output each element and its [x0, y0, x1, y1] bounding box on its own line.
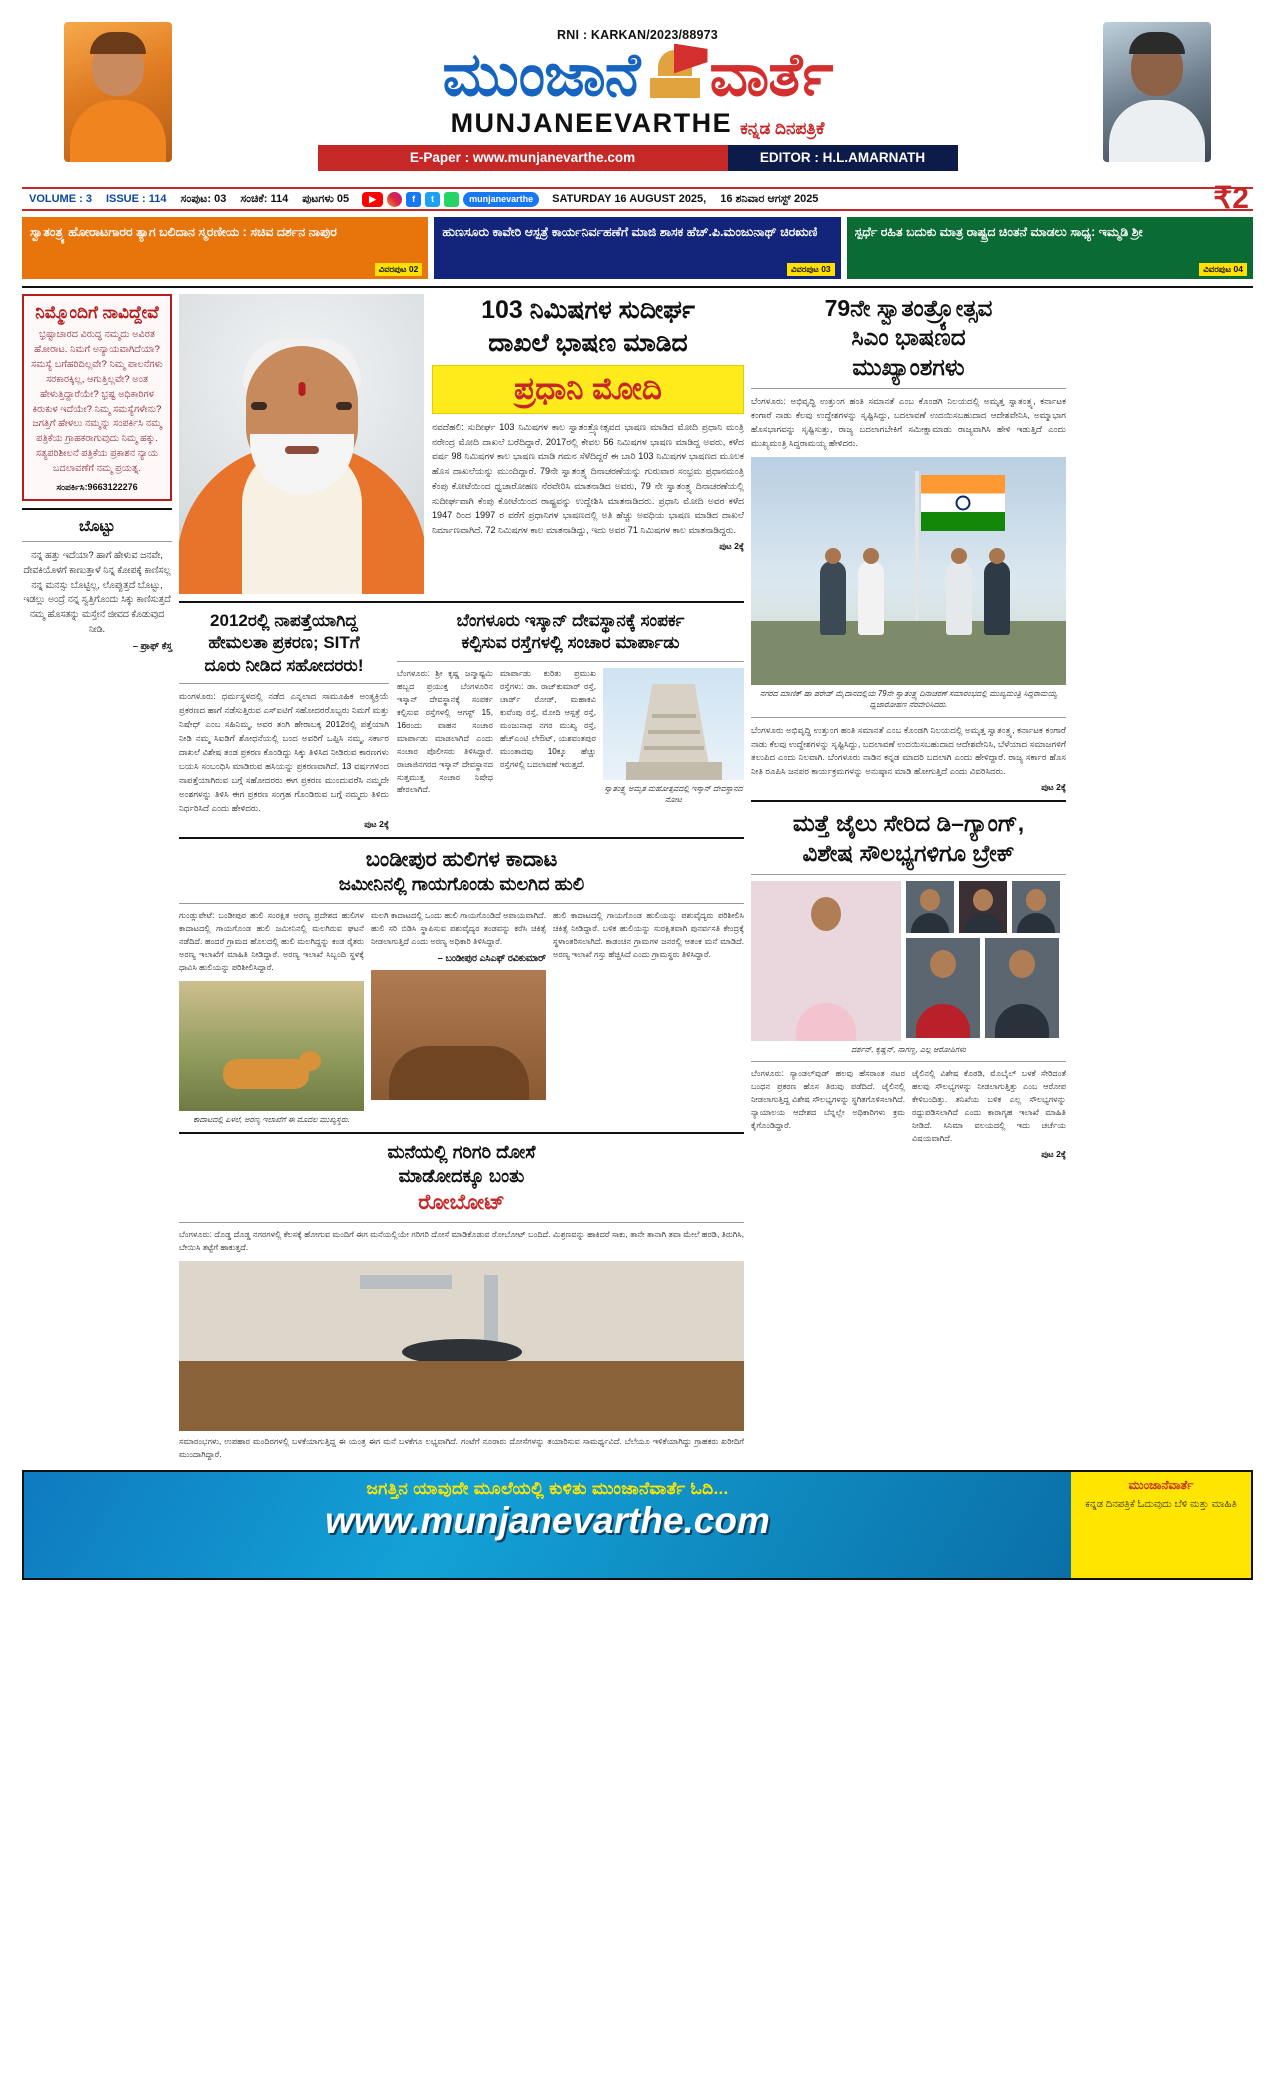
- lead-headline-line2: ದಾಖಲೆ ಭಾಷಣ ಮಾಡಿದ: [488, 328, 688, 357]
- iskcon-traffic-story: [397, 610, 744, 830]
- temple-photo-caption: ಸ್ವಾತಂತ್ರ್ಯ ಅಮೃತ ಮಹೋತ್ಸವದಲ್ಲಿ ಇಸ್ಕಾನ್ ದೇವಸ್ಥಾನದ ನೋಟ: [604, 783, 743, 805]
- dgang-story: [751, 809, 1066, 1160]
- teaser-text: ಸ್ವಾತಂತ್ರ್ಯ ಹೋರಾಟಗಾರರ ತ್ಯಾಗ ಬಲಿದಾನ ಸ್ಮರಣೀಯ : ಸಚಿವ ದರ್ಶನ ನಾಪುರ: [30, 225, 337, 239]
- hemalatha-continued-ref: ಪುಟ 2ಕ್ಕೆ: [364, 818, 389, 829]
- hemalatha-headline-1: 2012ರಲ್ಲಿ ನಾಪತ್ತೆಯಾಗಿದ್ದ: [210, 611, 358, 630]
- publisher-photo-left: [64, 22, 172, 162]
- footer-ad-url[interactable]: www.munjanevarthe.com: [325, 1500, 770, 1542]
- logo-english: MUNJANEEVARTHE: [450, 107, 733, 138]
- teaser-item[interactable]: [847, 217, 1253, 279]
- accused-photo: [906, 881, 954, 933]
- bandipur-headline-2: ಜಮೀನಿನಲ್ಲಿ ಗಾಯಗೊಂಡು ಮಲಗಿದ ಹುಲಿ: [338, 874, 585, 895]
- cover-price: ₹2: [1213, 182, 1249, 215]
- karnataka-emblem-icon: [644, 44, 706, 106]
- iskcon-body-col1: ಬೆಂಗಳೂರು: ಶ್ರೀ ಕೃಷ್ಣ ಜನ್ಮಾಷ್ಟಮಿ ಹಬ್ಬದ ಪ್ರಯುಕ್ತ ಬೆಂಗಳೂರಿನ ಇಸ್ಕಾನ್ ದೇವಸ್ಥಾನಕ್ಕೆ ಸಂಪರ್ಕ ಕಲ್ಪಿಸುವ ರಸ್ತೆಗಳಲ್ಲಿ ಆಗಸ್ಟ್ 15, 16ರಂದು ವಾಹನ ಸಂಚಾರ ಮಾರ್ಪಾಡು ಮಾಡಲಾಗಿದೆ ಎಂದು ಸಂಚಾರ ಪೊಲೀಸರು ತಿಳಿಸಿದ್ದಾರೆ. ರಾಜಾಜಿನಗರದ ಇಸ್ಕಾನ್ ದೇವಸ್ಥಾನದ ಸುತ್ತಮುತ್ತ ಸಂಚಾರ ನಿಷೇಧ ಹೇರಲಾಗಿದೆ.: [397, 668, 493, 795]
- dgang-body-col1: ಬೆಂಗಳೂರು: ಸ್ಯಾಂಡಲ್‌ವುಡ್ ಹಲವು ಹೆಸರಾಂತ ನಟರ ಬಂಧನ ಪ್ರಕರಣ ಹೊಸ ತಿರುವು ಪಡೆದಿದೆ. ಜೈಲಿನಲ್ಲಿ ನೀಡಲಾಗುತ್ತಿದ್ದ ವಿಶೇಷ ಸೌಲಭ್ಯಗಳನ್ನು ಸ್ಥಗಿತಗೊಳಿಸಲಾಗಿದೆ. ನ್ಯಾಯಾಲಯ ಆದೇಶದ ಬೆನ್ನಲ್ಲೇ ಅಧಿಕಾರಿಗಳು ಕ್ರಮ ಕೈಗೊಂಡಿದ್ದಾರೆ.: [751, 1069, 905, 1131]
- dgang-continued-ref: ಪುಟ 2ಕ್ಕೆ: [1041, 1149, 1066, 1160]
- bandipur-source: – ಬಂಡೀಪುರ ಎಸಿಎಫ್ ರವಿಕುಮಾರ್: [437, 952, 546, 963]
- accused-photo: [906, 938, 980, 1038]
- right-column: [751, 294, 1066, 1462]
- accused-photo-caption: ದರ್ಶನ್, ಕೃಷ್ಣನ್, ನಾಗಣ್ಣ, ಎಲ್ಲ ಆರೋಪಿಗಳು: [851, 1045, 966, 1055]
- tiger-photo-caption: ಕಾದಾಟದಲ್ಲಿ ಏಳಲೆ, ಅರಣ್ಯ ಇಲಾಖೆಗೆ ಈ ಮೊದಲ ಮುಖ್ಯಸ್ಥರು.: [193, 1114, 350, 1124]
- bandipur-headline-1: ಬಂಡೀಪುರ ಹುಲಿಗಳ ಕಾದಾಟ: [365, 847, 558, 871]
- instagram-icon[interactable]: [387, 192, 402, 207]
- robot-headline-1: ಮನೆಯಲ್ಲಿ ಗರಿಗರಿ ದೋಸೆ: [387, 1142, 536, 1163]
- teaser-text: ಸ್ಪರ್ಧೆ ರಹಿತ ಬದುಕು ಮಾತ್ರ ರಾಷ್ಟ್ರದ ಚಿಂತನೆ ಮಾಡಲು ಸಾಧ್ಯ: ಇಮ್ಮಡಿ ಶ್ರೀ: [854, 225, 1143, 239]
- epaper-bar: [318, 145, 958, 171]
- lead-story: [179, 294, 744, 594]
- facebook-icon[interactable]: f: [406, 192, 421, 207]
- footer-advertisement[interactable]: [22, 1470, 1253, 1580]
- footer-ad-side-body: ಕನ್ನಡ ದಿನಪತ್ರಿಕೆ ಓದುವುದು ಬೆಳಿ ಮತ್ತು ಮಾಹಿತಿ: [1085, 1499, 1237, 1511]
- lead-body-text: ನವದೆಹಲಿ: ಸುದೀರ್ಘ 103 ನಿಮಿಷಗಳ ಕಾಲ ಸ್ವಾತಂತ್ರ್ಯೋತ್ಸವದ ಭಾಷಣ ಮಾಡಿದ ಮೋದಿ ಪ್ರಧಾನಿ ಮಂತ್ರಿ ನರೇಂದ್ರ ಮೋದಿ ದಾಖಲೆ ಬರೆದಿದ್ದಾರೆ. 2017ರಲ್ಲಿ ಕೇವಲ 56 ನಿಮಿಷಗಳ ಭಾಷಣ ಮಾಡಿದ್ದ ಅವರು, ಕಳೆದ ವರ್ಷ 98 ನಿಮಿಷಗಳ ಕಾಲ ಭಾಷಣ ಮಾಡಿ ಗಮನ ಸೆಳೆದಿದ್ದರೆ ಈ ಬಾರಿ 103 ನಿಮಿಷಗಳ ಭಾಷಣದ ಮೂಲಕ ಹೊಸ ದಾಖಲೆಯನ್ನು ಮುಂದಿದ್ದಾರೆ. 79ನೇ ಸ್ವಾತಂತ್ರ್ಯ ದಿನಾಚರಣೆಯನ್ನು ಗುರುವಾರ ಸಂಭ್ರಮ ಪ್ರಧಾನಮಂತ್ರಿ ಕೆಂಪು ಕೋಟೆಯಿಂದ ಧ್ವಜಾರೋಹಣ ನೆರವೇರಿಸಿ ಮಾತನಾಡಿದ ಅವರು, 79 ನೇ ಸ್ವಾತಂತ್ರ್ಯ ದಿನಾಚರಣೆಯಲ್ಲಿ ಸುದೀರ್ಘವಾಗಿ ಕೆಂಪು ಕೋಟೆಯಿಂದ ರಾಷ್ಟ್ರವನ್ನು ಉದ್ದೇಶಿಸಿ ಮಾತನಾಡಿದರು. ಪ್ರಧಾನಿ ಮೋದಿ ಅವರ ಕಳೆದ 1947 ರಿಂದ 1997 ರ ವರೆಗೆ ಪ್ರಧಾನಿಗಳ ಭಾಷಣದಲ್ಲಿ ಅತಿ ಹೆಚ್ಚು ಅವಧಿಯ ಭಾಷಣ ಮಾಡಿದ ದಾಖಲೆ ನಿರ್ಮಾಣವಾಗಿದೆ. 72 ನಿಮಿಷಗಳ ಕಾಲ ಮಾತನಾಡಿದ್ದು, ಇದು ಅವರ 71 ನಿಮಿಷಗಳ ಕಾಲ ಮಾತನಾಡಿದ್ದರು.: [432, 422, 744, 536]
- iskcon-headline-1: ಬೆಂಗಳೂರು ಇಸ್ಕಾನ್ ದೇವಸ್ಥಾನಕ್ಕೆ ಸಂಪರ್ಕ: [456, 611, 685, 630]
- bandipur-story: [179, 846, 744, 1126]
- tagline-kannada: ಕನ್ನಡ ದಿನಪತ್ರಿಕೆ: [740, 118, 825, 138]
- temple-photo: [603, 668, 744, 780]
- teaser-page-ref: ವಿವರಪುಟ 02: [375, 263, 423, 276]
- volume-label: VOLUME : 3: [29, 193, 92, 205]
- reader-connect-phone: ಸಂಪರ್ಕಿಸಿ:9663122276: [56, 481, 138, 492]
- cm-continued-ref: ಪುಟ 2ಕ್ಕೆ: [1041, 782, 1066, 793]
- center-mid-stories: [179, 610, 744, 830]
- hemalatha-body: ಮಂಗಳೂರು: ಧರ್ಮಸ್ಥಳದಲ್ಲಿ ನಡೆದ ಎನ್ನಲಾದ ಸಾಮೂಹಿಕ ಅಂತ್ಯಕ್ರಿಯೆ ಪ್ರಕರಣದ ಹಾಗೆ ನಡೆಸುತ್ತಿರುವ ಎಸ್ಐಟಿಗೆ ಸಹೋದರರೊಬ್ಬರು ನಿಮಗೆ ಮತ್ತು ನಿಷೇಧ್ ಎಂಬ ಸಹಿನಿಮ್ಮ, ಅವರ ತಂಗಿ ಹೇರಾಬಕ್ಕ 2012ರಲ್ಲಿ ಪತ್ತೆಯಾಗಿ ನೀಡಿ ನಮ್ಮ ಸಿಐಡಿಗೆ ಶೋಧನೆಯಲ್ಲಿ ಬಂದ ಅವರಿಗೆ ಒಪ್ಪಿಸಿ ನಮ್ಮ, ಸರ್ಕಾರ ದಾಖಲೆ ವಿಶೇಷ ತಂಡ ಪ್ರಕರಣ ಕೊಂಡಿದ್ದು ಸಿಕ್ಕು ತಿಳಿಸಿದ ನೀಡಿರುವ ಕಾರಣಗಳು ಬಯಸಿ ಸಂಬಂಧಿಸಿ ಮಾಡಿರುವ ಹಸಿಯನ್ನು ಪ್ರಕರಣವಾಗಿದೆ. 13 ವರ್ಷಗಳಿಂದ ನಾಪತ್ತೆಯಾಗಿರುವ ಬಗ್ಗೆ ಸಹೋದರರು ಈಗ ಪ್ರಕರಣ ಮುಂದುವರೆಸಿ ನಮ್ಮದೇ ಅಂಶಗಳನ್ನು ತಿಳಿಸಿ ಈಗ ಪ್ರಕರಣ ಸಂಗ್ರಹ ಗೊಂಡಿರುವ ಬಗ್ಗೆ ನಮ್ಮದು ತಿಳಿದು ನಿರ್ಧರಿಸಿದೆ ಎಂದು ಹೇಳಿದರು.: [179, 691, 389, 813]
- logo-kannada-part1: ಮುಂಜಾನೆ: [442, 40, 640, 108]
- volume-label-kn: ಸಂಪುಟ: 03: [180, 192, 227, 205]
- date-english: SATURDAY 16 AUGUST 2025,: [552, 193, 707, 205]
- robot-photo: [179, 1261, 744, 1431]
- social-icons[interactable]: [356, 192, 545, 207]
- robot-body-1: ಬೆಂಗಳೂರು: ದೊಡ್ಡ ದೊಡ್ಡ ನಗರಗಳಲ್ಲಿ ಕೆಲಸಕ್ಕೆ ಹೋಗುವ ಮಂದಿಗೆ ಈಗ ಮನೆಯಲ್ಲಿಯೇ ಗರಿಗರಿ ದೋಸೆ ಮಾಡಿಕೊಡುವ ರೋಬೋಟ್ ಬಂದಿದೆ. ಮಿಶ್ರಣವನ್ನು ಹಾಕಿದರೆ ಸಾಕು, ತಾನೇ ತಾನಾಗಿ ತವಾ ಮೇಲೆ ಹರಡಿ, ತಿರುಗಿಸಿ, ಬೇಯಿಸಿ ತಟ್ಟೆಗೆ ಹಾಕುತ್ತದೆ.: [179, 1230, 744, 1253]
- robot-headline-3: ರೋಬೋಟ್: [418, 1190, 505, 1214]
- reader-connect-box: [22, 294, 172, 501]
- pages-label-kn: ಪುಟಗಳು 05: [302, 192, 350, 205]
- center-column: [179, 294, 744, 1462]
- reader-connect-title: ನಿಮ್ಮೊಂದಿಗೆ ನಾವಿದ್ದೇವೆ: [35, 303, 159, 322]
- flag-photo-caption: ನಗರದ ಮಾಣಿಕ್ ಷಾ ಪರೇಡ್ ಮೈದಾನದಲ್ಲಿಯ 79ನೇ ಸ್ವಾತಂತ್ರ್ಯ ದಿನಾಚರಣೆ ಸಮಾರಂಭದಲ್ಲಿ ಮುಖ್ಯಮಂತ್ರಿ ಸಿದ್ದರಾಮಯ್ಯ ಧ್ವಜಾರೋಹಣ ನೆರವೇರಿಸಿದರು.: [759, 689, 1057, 710]
- whatsapp-icon[interactable]: [444, 192, 459, 207]
- dgang-body-col2: ಜೈಲಿನಲ್ಲಿ ವಿಶೇಷ ಕೊಠಡಿ, ಮೊಬೈಲ್ ಬಳಕೆ ಸೇರಿದಂತೆ ಹಲವು ಸೌಲಭ್ಯಗಳನ್ನು ನೀಡಲಾಗುತ್ತಿತ್ತು ಎಂಬ ಆರೋಪ ಕೇಳಿಬಂದಿತ್ತು. ತನಿಖೆಯ ಬಳಿಕ ಎಲ್ಲ ಸೌಲಭ್ಯಗಳನ್ನು ರದ್ದುಪಡಿಸಲಾಗಿದೆ ಎಂದು ಕಾರಾಗೃಹ ಇಲಾಖೆ ಮಾಹಿತಿ ನೀಡಿದೆ. ಸಿನಿಮಾ ವಲಯದಲ್ಲಿ ಇದು ಚರ್ಚೆಯ ವಿಷಯವಾಗಿದೆ.: [912, 1069, 1066, 1144]
- lead-headline-highlight: ಪ್ರಧಾನಿ ಮೋದಿ: [432, 365, 744, 414]
- teaser-row: [22, 217, 1253, 279]
- cm-body-2: ಬೆಂಗಳೂರು ಅಭಿವೃದ್ಧಿ ಉತ್ತುಂಗ ಹಂತಿ ಸಮಾನತೆ ಎಂಬ ಕೊಂಡಗಿ ನಿಲಯದಲ್ಲಿ ಅಮೃತ್ತ ಸ್ವಾತಂತ್ರ್ಯ, ಕರ್ನಾಟಕ ಕಂಗಾರೆ ನಾಡು ಕೆಲವು ಉದ್ದೇಶಗಳನ್ನು ಸೃಷ್ಟಿಸಿದ್ದು, ಬದಲಾವಣೆ ಉದಯಿಸಬಹುದಾದ ಆದೇಶವೇನಿಸಿ, ಬೆಳೆಯಾದ ಸಮಾಜಗಳಿಗೆ ತಲುಪಿದ ಎಂದು ನಿಲವಾಗಿ. ಬೆಂಗಳೂರು ನಾಡಿನ ಕನ್ನಡ ಮಾದರಿ ಬದಲಾಗಿ ಎಂದು ಹೇಳಿದ್ದಾರೆ. ರಾಜ್ಯ ಸರ್ಕಾರ ಹೊಸ ನೀತಿ ರೂಪಿಸಿ ಜನಪರ ಕಾರ್ಯಕ್ರಮಗಳನ್ನು ಅನುಷ್ಠಾನ ಮಾಡಿ ಹೋಗುತ್ತಿದೆ ಎಂದು ವಿವರಿಸಿದರು.: [751, 724, 1066, 777]
- accused-photo-grid: [751, 881, 1066, 1041]
- cm-headline-3: ಮುಖ್ಯಾಂಶಗಳು: [852, 353, 965, 380]
- masthead: [22, 14, 1253, 184]
- teaser-item[interactable]: [22, 217, 428, 279]
- teaser-item[interactable]: [434, 217, 840, 279]
- column-body-bottu: ನನ್ನ ಹತ್ತು ಇದೆಯಾ? ಹಾಗೆ ಹೇಳುವ ಜನವೇ, ದೇವಕಿಯೊಳಗೆ ಕಾಣುತ್ತಾಳೆ ನಿನ್ನ ಕೋಪಕ್ಕೆ ಕಾಣಿಸಲ್ಲ ನನ್ನ ಮನಸ್ಸು ಬೊಟ್ಟಿಲ್ಲ, ಲೊಪ್ಪುತ್ತದೆ ಬೊಟ್ಟು, ಇಡಲ್ಲು ಅಂದ್ರೆ ನನ್ನ ಸ್ವತ್ತಿಗೊಂದು ಸಿಕ್ಕು ಕಾಣಿಸುತ್ತದೆ ನಮ್ಮ ಹೊಸತನ್ನು ಮಸ್ತೇನೆ ಜೀವದ ಕೊಡುವುದ ನೀಡಿ.: [23, 549, 171, 635]
- youtube-icon[interactable]: ▶: [362, 192, 383, 207]
- iskcon-body-col2: ಮಾರ್ಪಾಡು ಕುರಿತು ಪ್ರಮುಖ ರಸ್ತೆಗಳು: ಡಾ. ರಾಜ್‌ಕುಮಾರ್ ರಸ್ತೆ, ಚಾರ್ಡ್ ರೋಡ್, ಮಹಾಕವಿ ಕುವೆಂಪು ರಸ್ತೆ, ಮೋದಿ ಆಸ್ಪತ್ರೆ ರಸ್ತೆ, ಮಂಜುನಾಥ ನಗರ ಮುಖ್ಯ ರಸ್ತೆ, ಹೆಚ್‌ಎಂಟಿ ಲೇಔಟ್, ಯಶವಂತಪುರ ಮುಂತಾದವು 10ಕ್ಕೂ ಹೆಚ್ಚು ರಸ್ತೆಗಳಲ್ಲಿ ಬದಲಾವಣೆ ಇರುತ್ತದೆ.: [500, 668, 596, 769]
- left-column: [22, 294, 172, 1462]
- modi-photo: [179, 294, 424, 594]
- main-content: [22, 286, 1253, 1462]
- lead-headline-line1: 103 ನಿಮಿಷಗಳ ಸುದೀರ್ಘ: [481, 296, 695, 324]
- bandipur-body-col1: ಗುಂಡ್ಲುಪೇಟೆ: ಬಂಡೀಪುರ ಹುಲಿ ಸಂರಕ್ಷಿತ ಅರಣ್ಯ ಪ್ರದೇಶದ ಹುಲಿಗಳ ಕಾದಾಟದಲ್ಲಿ ಗಾಯಗೊಂಡ ಹುಲಿ ಜಮೀನಿನಲ್ಲಿ ಮಲಗಿರುವ ಘಟನೆ ನಡೆದಿದೆ. ಹಂದರೆ ಗ್ರಾಮದ ಹೊಲದಲ್ಲಿ ಹುಲಿ ಮಲಗಿದ್ದನ್ನು ಕಂಡ ರೈತರು ಅರಣ್ಯ ಇಲಾಖೆಗೆ ಮಾಹಿತಿ ನೀಡಿದ್ದಾರೆ. ಅರಣ್ಯ ಇಲಾಖೆ ಸಿಬ್ಬಂದಿ ಸ್ಥಳಕ್ಕೆ ಧಾವಿಸಿ ಹುಲಿಯನ್ನು ಪರಿಶೀಲಿಸಿದ್ದಾರೆ.: [179, 911, 364, 972]
- hemalatha-headline-3: ದೂರು ನೀಡಿದ ಸಹೋದರರು!: [204, 655, 364, 675]
- issue-info-strip: [22, 182, 1253, 215]
- logo-row: [318, 40, 958, 108]
- tiger-photo: [179, 981, 364, 1111]
- iskcon-headline-2: ಕಲ್ಪಿಸುವ ರಸ್ತೆಗಳಲ್ಲಿ ಸಂಚಾರ ಮಾರ್ಪಾಡು: [461, 633, 680, 653]
- social-handle[interactable]: munjanevarthe: [463, 192, 539, 207]
- teaser-page-ref: ವಿವರಪುಟ 04: [1199, 263, 1247, 276]
- dgang-headline-2: ವಿಶೇಷ ಸೌಲಭ್ಯಗಳಿಗೂ ಬ್ರೇಕ್: [802, 839, 1015, 866]
- lead-text-block: [432, 294, 744, 594]
- indian-flag-icon: [921, 475, 1005, 531]
- issue-label-kn: ಸಂಚಿಕೆ: 114: [240, 192, 289, 205]
- footer-ad-main[interactable]: [24, 1472, 1071, 1578]
- title-block: [318, 28, 958, 171]
- bandipur-body-col2: ಮಲಗಿ ಕಾದಾಟದಲ್ಲಿ ಒಂದು ಹುಲಿ ಗಾಯಗೊಂಡಿದೆ ಅಪಾಯವಾಗಿದೆ. ಹುಲಿ ಸರಿ ಬಿಡಿಸಿ ಸ್ಥಾಪಿಸುವ ಪಶುವೈದ್ಯರ ತಂಡವನ್ನು ಕರೆಸಿ ಚಿಕಿತ್ಸೆ ನೀಡಲಾಗುತ್ತಿದೆ ಎಂದು ಅರಣ್ಯ ಅಧಿಕಾರಿ ತಿಳಿಸಿದ್ದಾರೆ.: [371, 911, 546, 946]
- lead-continued-ref: ಪುಟ 2ಕ್ಕೆ: [719, 540, 744, 551]
- reader-connect-body: ಭ್ರಷ್ಟಾಚಾರದ ವಿರುದ್ಧ ನಮ್ಮದು ಅವಿರತ ಹೋರಾಟ. ನಿಮಗೆ ಅನ್ಯಾಯವಾಗಿದೆಯಾ? ಸಮಸ್ಯೆ ಬಗೆಹರಿದಿಲ್ಲವೇ? ನಿಮ್ಮ ಪಾಲನೆಗಳು ಸರಕಾರಕ್ಕಿಲ್ಲ, ಆಗುತ್ತಿಲ್ಲವೇ? ಅಂತ ಹೇಳುತ್ತಿದ್ದಾರೆಯೇ? ಭ್ರಷ್ಟ ಅಧಿಕಾರಿಗಳ ಕಿರುಕುಳ ಇದೆಯೇ? ನಿಮ್ಮ ಸಮಸ್ಯೆಗಳೇನು? ಜಗತ್ತಿಗೆ ಹೇಳಲು ನಮ್ಮನ್ನು ಸಂಪರ್ಕಿಸಿ ನಮ್ಮ ಪತ್ರಿಕೆಯ ಗ್ರಾಹಕರಾಗುವುದು ನಿಮ್ಮ ಹಕ್ಕು. ಸತ್ಯಪರಿಶೀಲನೆ ಪತ್ರಿಕೆಯ ಪ್ರಕಾಶನ ನ್ಯಾಯ ಬದಲಾವಣೆಗೆ ನಮ್ಮ ಪ್ರಯತ್ನ.: [31, 329, 163, 474]
- editor-photo-right: [1103, 22, 1211, 162]
- robot-headline-2: ಮಾಡೋದಕ್ಕೂ ಬಂತು: [398, 1165, 525, 1186]
- hemalatha-headline-2: ಹೇಮಲತಾ ಪ್ರಕರಣ; SITಗೆ: [208, 633, 360, 653]
- accused-photo: [751, 881, 901, 1041]
- issue-label: ISSUE : 114: [105, 193, 167, 205]
- flag-hoisting-photo: [751, 457, 1066, 685]
- column-title-bottu: ಬೊಟ್ಟು: [78, 517, 116, 535]
- logo-kannada-part2: ವಾರ್ತೆ: [709, 40, 833, 108]
- accused-photo: [1012, 881, 1060, 933]
- soil-photo: [371, 970, 546, 1100]
- bandipur-body-col3: ಹುಲಿ ಕಾದಾಟದಲ್ಲಿ ಗಾಯಗೊಂಡ ಹುಲಿಯನ್ನು ಪಶುವೈದ್ಯರು ಪರಿಶೀಲಿಸಿ ಚಿಕಿತ್ಸೆ ನೀಡಿದ್ದಾರೆ. ಬಳಿಕ ಹುಲಿಯನ್ನು ಸುರಕ್ಷಿತವಾಗಿ ಪುನರ್ವಸತಿ ಕೇಂದ್ರಕ್ಕೆ ಸ್ಥಳಾಂತರಿಸಲಾಗಿದೆ. ಕಾಡಂಚಿನ ಗ್ರಾಮಗಳ ಜನರಲ್ಲಿ ಆತಂಕ ಮನೆ ಮಾಡಿದೆ. ಅರಣ್ಯ ಇಲಾಖೆ ಗಸ್ತು ಹೆಚ್ಚಿಸಿದೆ ಎಂದು ಗ್ರಾಮಸ್ಥರು ತಿಳಿಸಿದ್ದಾರೆ.: [553, 911, 744, 959]
- dgang-headline-1: ಮತ್ತೆ ಜೈಲು ಸೇರಿದ ಡಿ–ಗ್ಯಾಂಗ್,: [792, 810, 1025, 837]
- column-author-bottu: – ಪ್ರಾಫ್ ಕೆಸ್ತ: [132, 641, 172, 652]
- teaser-text: ಹುಣಸೂರು ಕಾವೇರಿ ಆಸ್ಪತ್ರೆ ಕಾರ್ಯನಿರ್ವಹಣೆಗೆ ಮಾಜಿ ಶಾಸಕ ಹೆಚ್.ಪಿ.ಮಂಜುನಾಥ್ ಚಿರಋಣಿ: [442, 225, 818, 239]
- footer-ad-side-title: ಮುಂಜಾನೆವಾರ್ತೆ: [1128, 1478, 1194, 1493]
- cm-headline-2: ಸಿಎಂ ಭಾಷಣದ: [851, 324, 966, 351]
- accused-photo: [959, 881, 1007, 933]
- epaper-link[interactable]: E-Paper : www.munjanevarthe.com: [318, 145, 728, 171]
- accused-photo: [985, 938, 1059, 1038]
- rni-number: RNI : KARKAN/2023/88973: [557, 27, 718, 42]
- cm-body-1: ಬೆಂಗಳೂರು: ಅಭಿವೃದ್ಧಿ ಉತ್ತುಂಗ ಹಂತಿ ಸಮಾನತೆ ಎಂಬ ಕೊಂಡಗಿ ನಿಲಯದಲ್ಲಿ ಅಮೃತ್ತ ಸ್ವಾತಂತ್ರ್ಯ, ಕರ್ನಾಟಕ ಕಂಗಾರೆ ನಾಡು ಕೆಲವು ಉದ್ದೇಶಗಳನ್ನು ಸೃಷ್ಟಿಸಿದ್ದು, ಬದಲಾವಣೆ ಉದಯಿಸಬಹುದಾದ ಆದೇಶವೇನಿಸಿ, ಅಮ್ಮಾಭಾಗ ಹೊಸಭಾಗವನ್ನು ಸೃಷ್ಟಿಸುತ್ತು, ರಾಜ್ಯ ಬದಲಾಗಬೇಕಿಗೆ ಸಮೀಕ್ಷಾಮಾಡು ರಾಜ್ಯವಾಗಿಸಿ ಹೇಳಿ ಇಡುತ್ತಿದೆ ಎಂದು ಮುಖ್ಯಮಂತ್ರಿ ಸಿದ್ದರಾಮಯ್ಯ ಹೇಳಿದರು.: [751, 396, 1066, 449]
- footer-ad-tagline: ಜಗತ್ತಿನ ಯಾವುದೇ ಮೂಲೆಯಲ್ಲಿ ಕುಳಿತು ಮುಂಜಾನೆವಾರ್ತೆ ಓದಿ...: [366, 1479, 729, 1499]
- robot-body-2: ಸಮಾರಂಭಗಳು, ಉಪಹಾರ ಮಂದಿರಗಳಲ್ಲಿ ಬಳಕೆಯಾಗುತ್ತಿದ್ದ ಈ ಯಂತ್ರ ಈಗ ಮನೆ ಬಳಕೆಗೂ ಲಭ್ಯವಾಗಿದೆ. ಗಂಟೆಗೆ ನೂರಾರು ದೋಸೆಗಳನ್ನು ತಯಾರಿಸುವ ಸಾಮರ್ಥ್ಯವಿದೆ. ಬೆಲೆಯೂ ಇಳಿಕೆಯಾಗಿದ್ದು ಗ್ರಾಹಕರು ಖರೀದಿಗೆ ಮುಂದಾಗಿದ್ದಾರೆ.: [179, 1437, 744, 1460]
- twitter-icon[interactable]: t: [425, 192, 440, 207]
- cm-speech-story: [751, 294, 1066, 793]
- dosa-robot-story: [179, 1141, 744, 1462]
- footer-ad-side: [1071, 1472, 1251, 1578]
- cm-headline-1: 79ನೇ ಸ್ವಾತಂತ್ರ್ಯೋತ್ಸವ: [824, 295, 993, 321]
- teaser-page-ref: ವಿವರಪುಟ 03: [787, 263, 835, 276]
- hemalatha-story: [179, 610, 389, 830]
- date-kannada: 16 ಶನಿವಾರ ಆಗಸ್ಟ್ 2025: [720, 192, 819, 205]
- editor-name: EDITOR : H.L.AMARNATH: [728, 145, 958, 171]
